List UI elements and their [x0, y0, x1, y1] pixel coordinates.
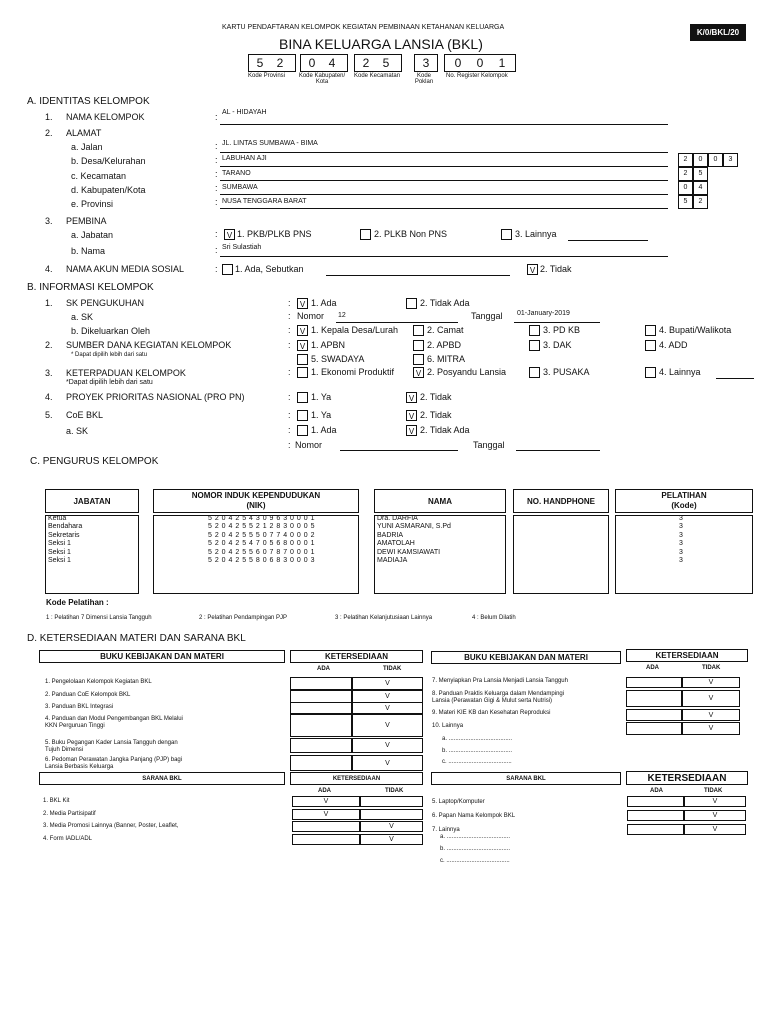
ket-header-right: KETERSEDIAAN [626, 649, 748, 662]
desa-code-digit: 0 [708, 153, 723, 167]
dana-add-label: 4. ADD [659, 340, 688, 350]
ket-header-left: KETERSEDIAAN [290, 650, 423, 663]
reg-digit: 4 [328, 56, 336, 70]
row-pelatihan: 3 [679, 557, 683, 564]
buku-tidak-cell[interactable] [682, 690, 740, 707]
buku-header-left: BUKU KEBIJAKAN DAN MATERI [39, 650, 285, 663]
sarana-tidak-mark: V [389, 835, 394, 843]
reg-digit: 2 [362, 56, 370, 70]
dana-add-checkbox[interactable] [645, 340, 656, 351]
sarana-sub-a: a. ...................................... [440, 834, 511, 840]
buku-tidak-cell[interactable] [352, 677, 423, 690]
kode-pelatihan-3: 3 : Pelatihan Kelanjutusiaan Lainnya [335, 615, 433, 621]
jabatan-non-pns-label: 2. PLKB Non PNS [374, 229, 448, 239]
dikeluarkan-label: b. Dikeluarkan Oleh [71, 326, 151, 336]
form-code-badge: K/0/BKL/20 [690, 24, 746, 41]
item-number: 3. [45, 368, 53, 378]
sarana-item-label: 3. Media Promosi Lainnya (Banner, Poster, Leaflet, [43, 823, 179, 829]
buku-item-label: 1. Pengelolaan Kelompok Kegiatan BKL [45, 679, 152, 685]
jabatan-lainnya-line [568, 240, 648, 241]
colon: : [215, 264, 218, 274]
row-pelatihan: 3 [679, 540, 683, 548]
reg-digit: 1 [498, 56, 506, 70]
sarana-tidak-cell[interactable] [360, 796, 423, 807]
buku-ada-cell[interactable] [626, 722, 682, 735]
row-nama: DEWI KAMSIAWATI [377, 548, 441, 556]
buku-tidak-cell[interactable] [682, 677, 740, 688]
kab-code-digit: 4 [693, 181, 708, 195]
kel-camat-checkbox[interactable] [413, 325, 424, 336]
ter-ekonomi-label: 1. Ekonomi Produktif [311, 367, 395, 377]
buku-tidak-mark: V [385, 680, 390, 687]
buku-item-label: 6. Pedoman Perawatan Jangka Panjang (PJP) bagi Lansia Berbasis Keluarga [45, 757, 183, 770]
buku-ada-cell[interactable] [290, 738, 352, 753]
section-d-title: D. KETERSEDIAAN MATERI DAN SARANA BKL [27, 633, 246, 644]
prov-code-digit: 5 [678, 195, 693, 209]
col-header-pelatihan: PELATIHAN (Kode) [615, 489, 753, 513]
kel-kades-checkbox[interactable]: V [297, 325, 308, 336]
sarana-header-right: SARANA BKL [431, 772, 621, 785]
sarana-item-label: 7. Lainnya [432, 827, 460, 833]
medsos-ada-label: 1. Ada, Sebutkan [235, 264, 304, 274]
nama-kelompok-value[interactable]: AL - HIDAYAH [222, 109, 267, 116]
item-number: 2. [45, 128, 53, 138]
item-number: 3. [45, 216, 53, 226]
jabatan-label: a. Jabatan [71, 230, 114, 240]
kabupaten-value[interactable]: SUMBAWA [222, 184, 258, 191]
sarana-tidak-cell[interactable] [684, 810, 746, 821]
buku-item-label: 3. Panduan BKL Integrasi [45, 704, 114, 710]
sarana-header-left: SARANA BKL [39, 772, 285, 785]
coe-nomor-line [340, 450, 458, 451]
medsos-label: NAMA AKUN MEDIA SOSIAL [66, 264, 185, 274]
sk-nomor-line [336, 322, 458, 323]
pro-ya-label: 1. Ya [311, 392, 332, 402]
coe-tidak-label: 2. Tidak [420, 410, 452, 420]
reg-digit: 5 [256, 56, 264, 70]
sarana-ada-cell[interactable] [627, 810, 684, 821]
colon: : [215, 197, 218, 207]
buku-tidak-mark: V [385, 742, 390, 749]
coe-sk-tidak-label: 2. Tidak Ada [420, 425, 470, 435]
row-nama: AMATOLAH [377, 540, 415, 548]
ter-lainnya-line [716, 378, 754, 379]
section-b-title: B. INFORMASI KELOMPOK [27, 282, 154, 293]
col-body-hp [513, 515, 609, 594]
form-subtitle: KARTU PENDAFTARAN KELOMPOK KEGIATAN PEMBINAAN KETAHANAN KELUARGA [222, 24, 505, 31]
terpadu-label: KETERPADUAN KELOMPOK [66, 368, 186, 378]
buku-tidak-mark: V [385, 704, 390, 712]
kec-code-digit: 2 [678, 167, 693, 181]
desa-code-digit: 0 [693, 153, 708, 167]
prov-code-digit: 2 [693, 195, 708, 209]
row-nik: 5 2 0 4 2 5 4 3 0 9 6 3 0 0 0 1 [208, 515, 315, 522]
nama-pembina-label: b. Nama [71, 246, 106, 256]
colon: : [215, 169, 218, 179]
ter-ekonomi-checkbox[interactable] [297, 367, 308, 378]
colon: : [288, 440, 291, 450]
kecamatan-value[interactable]: TARANO [222, 170, 251, 177]
buku-item-label: 9. Materi KIE KB dan Kesehatan Reproduksi [432, 710, 551, 716]
row-nik: 5 2 0 4 2 5 5 2 1 2 8 3 0 0 0 5 [208, 523, 315, 531]
colon: : [215, 245, 218, 255]
buku-tidak-mark: V [708, 695, 714, 702]
desa-label: b. Desa/Kelurahan [71, 156, 146, 166]
dana-swadaya-label: 5. SWADAYA [311, 354, 365, 364]
lainnya-sub-b: b. ...................................... [442, 748, 513, 754]
buku-tidak-mark: V [385, 693, 390, 700]
row-nik: 5 2 0 4 2 5 5 5 0 7 7 4 0 0 0 2 [208, 531, 315, 539]
section-c-title: C. PENGURUS KELOMPOK [30, 456, 159, 467]
item-number: 4. [45, 392, 53, 402]
coe-tidak-checkbox[interactable]: V [406, 410, 417, 421]
reg-digit: 5 [382, 56, 390, 70]
dana-apbd-label: 2. APBD [427, 340, 462, 350]
ada-label: ADA [646, 665, 659, 671]
sk-tidak-label: 2. Tidak Ada [420, 298, 470, 308]
jabatan-pns-label: 1. PKB/PLKB PNS [237, 229, 312, 239]
buku-item-label: 2. Panduan CoE Kelompok BKL [45, 692, 131, 698]
row-nama: MADIAJA [377, 557, 408, 564]
jalan-line [220, 152, 668, 153]
buku-ada-cell[interactable] [626, 690, 682, 707]
kec-code-digit: 5 [693, 167, 708, 181]
desa-code-digit: 3 [723, 153, 738, 167]
kode-pelatihan-1: 1 : Pelatihan 7 Dimensi Lansia Tangguh [46, 615, 152, 621]
buku-item-label: 10. Lainnya [432, 723, 464, 729]
coe-nomor-label: Nomor [295, 440, 323, 450]
colon: : [288, 392, 291, 402]
row-jabatan: Seksi 1 [48, 540, 71, 548]
buku-header-right: BUKU KEBIJAKAN DAN MATERI [431, 651, 621, 664]
reg-digit: 2 [276, 56, 284, 70]
kel-bupati-label: 4. Bupati/Walikota [659, 325, 732, 335]
kel-pdkb-label: 3. PD KB [543, 325, 581, 335]
sarana-tidak-cell[interactable] [360, 821, 423, 832]
dana-apbd-checkbox[interactable] [413, 340, 424, 351]
sarana-ada-cell[interactable] [292, 821, 360, 832]
medsos-line [326, 275, 510, 276]
colon: : [288, 340, 291, 350]
col-header-jabatan: JABATAN [45, 489, 139, 513]
buku-ada-cell[interactable] [290, 714, 352, 737]
kel-camat-label: 2. Camat [427, 325, 464, 335]
kel-bupati-checkbox[interactable] [645, 325, 656, 336]
sk-nomor-value[interactable]: 12 [338, 312, 346, 319]
reg-digit: 0 [454, 56, 462, 70]
buku-tidak-mark: V [385, 722, 390, 729]
sarana-tidak-mark: V [712, 798, 718, 805]
sarana-tidak-cell[interactable] [360, 809, 423, 820]
sarana-tidak-mark: V [389, 823, 394, 830]
sarana-ada-cell[interactable] [627, 796, 684, 807]
buku-tidak-cell[interactable] [352, 714, 423, 737]
coe-tanggal-line [516, 450, 600, 451]
colon: : [288, 325, 291, 335]
sarana-ada-cell[interactable] [292, 796, 360, 807]
ada-label: ADA [317, 666, 330, 672]
col-header-nama: NAMA [374, 489, 506, 513]
form-title: BINA KELUARGA LANSIA (BKL) [279, 36, 483, 52]
colon: : [215, 112, 218, 122]
sarana-sub-b: b. ...................................... [440, 846, 511, 852]
sk-a-label: a. SK [71, 312, 94, 322]
pembina-label: PEMBINA [66, 216, 107, 226]
colon: : [288, 410, 291, 420]
coe-sk-ada-checkbox[interactable] [297, 425, 308, 436]
sarana-tidak-cell[interactable] [684, 824, 746, 835]
reg-label-register: No. Register Kelompok [446, 73, 508, 79]
colon: : [288, 298, 291, 308]
buku-tidak-cell[interactable] [352, 755, 423, 771]
nama-kelompok-line [220, 124, 668, 125]
reg-label-kab: Kode Kabupaten/ Kota [298, 73, 346, 85]
kab-code-digit: 0 [678, 181, 693, 195]
terpadu-note: *Dapat dipilih lebih dari satu [66, 379, 153, 386]
buku-ada-cell[interactable] [290, 677, 352, 690]
coe-ya-checkbox[interactable] [297, 410, 308, 421]
ada-label: ADA [318, 788, 331, 794]
kecamatan-line [220, 180, 668, 181]
sarana-ada-cell[interactable] [292, 834, 360, 845]
col-body-pelatihan [615, 515, 753, 594]
jabatan-lainnya-checkbox[interactable] [501, 229, 512, 240]
tidak-label: TIDAK [704, 788, 723, 794]
nama-kelompok-label: NAMA KELOMPOK [66, 112, 145, 122]
row-jabatan: Bendahara [48, 523, 83, 531]
sarana-item-label: 4. Form IADL/ADL [43, 835, 93, 842]
item-number: 4. [45, 264, 53, 274]
colon: : [288, 311, 291, 321]
coe-sk-ada-label: 1. Ada [311, 425, 337, 435]
coe-sk-tidak-checkbox[interactable]: V [406, 425, 417, 436]
sk-tanggal-value[interactable]: 01-January-2019 [517, 310, 570, 317]
jabatan-non-pns-checkbox[interactable] [360, 229, 371, 240]
col-header-hp: NO. HANDPHONE [513, 489, 609, 513]
sk-ada-label: 1. Ada [311, 298, 337, 308]
pro-tidak-checkbox[interactable]: V [406, 392, 417, 403]
row-nama: BADRIA [377, 531, 404, 539]
sarana-item-label: 2. Media Partisipatif [43, 810, 96, 817]
buku-item-label: 4. Panduan dan Modul Pengembangan BKL Melalui KKN Perguruan Tinggi [45, 716, 183, 729]
colon: : [215, 155, 218, 165]
item-number: 1. [45, 298, 53, 308]
buku-item-label: 7. Menyiapkan Pra Lansia Menjadi Lansia Tangguh [432, 678, 568, 684]
pro-tidak-label: 2. Tidak [420, 392, 452, 402]
buku-tidak-mark: V [708, 711, 714, 719]
medsos-tidak-checkbox[interactable]: V [527, 264, 538, 275]
kel-pdkb-checkbox[interactable] [529, 325, 540, 336]
sarana-ket-header-right: KETERSEDIAAN [626, 771, 748, 785]
sarana-ada-mark: V [323, 798, 329, 805]
reg-digit: 0 [476, 56, 484, 70]
buku-ada-cell[interactable] [290, 702, 352, 714]
buku-tidak-cell[interactable] [352, 702, 423, 714]
buku-tidak-mark: V [385, 759, 390, 767]
colon: : [215, 229, 218, 239]
ter-pusaka-checkbox[interactable] [529, 367, 540, 378]
colon: : [288, 425, 291, 435]
medsos-tidak-label: 2. Tidak [540, 264, 572, 274]
row-jabatan: Ketua [48, 515, 67, 522]
sarana-tidak-mark: V [712, 826, 718, 833]
reg-digit: 3 [422, 56, 430, 70]
desa-code-digit: 2 [678, 153, 693, 167]
buku-tidak-cell[interactable] [352, 738, 423, 753]
row-nik: 5 2 0 4 2 5 4 7 0 5 6 8 0 0 0 1 [208, 540, 315, 548]
row-nik: 5 2 0 4 2 5 5 8 0 6 8 3 0 0 0 3 [208, 557, 315, 564]
jalan-value[interactable]: JL. LINTAS SUMBAWA - BIMA [222, 140, 318, 147]
jalan-label: a. Jalan [71, 142, 103, 152]
colon: : [215, 183, 218, 193]
desa-line [220, 166, 668, 167]
sk-tanggal-label: Tanggal [471, 311, 503, 321]
jabatan-pns-checkbox[interactable]: V [224, 229, 235, 240]
buku-ada-cell[interactable] [626, 677, 682, 688]
dana-mitra-checkbox[interactable] [413, 354, 424, 365]
sarana-item-label: 1. BKL Kit [43, 798, 70, 804]
sarana-sub-c: c. ...................................... [440, 858, 510, 864]
kode-pelatihan-4: 4 : Belum Dilatih [472, 615, 516, 621]
coe-ya-label: 1. Ya [311, 410, 332, 420]
colon: : [288, 367, 291, 377]
buku-tidak-cell[interactable] [682, 709, 740, 721]
sarana-tidak-cell[interactable] [360, 834, 423, 845]
item-number: 5. [45, 410, 53, 420]
ter-posyandu-checkbox[interactable]: V [413, 367, 424, 378]
sarana-ada-cell[interactable] [627, 824, 684, 835]
ter-lainnya-checkbox[interactable] [645, 367, 656, 378]
kabupaten-label: d. Kabupaten/Kota [71, 185, 146, 195]
row-pelatihan: 3 [679, 523, 683, 531]
tidak-label: TIDAK [383, 666, 402, 672]
kabupaten-line [220, 194, 668, 195]
row-jabatan: Seksi 1 [48, 557, 71, 564]
buku-tidak-mark: V [708, 725, 714, 732]
sk-label: SK PENGUKUHAN [66, 298, 145, 308]
sk-tidak-checkbox[interactable] [406, 298, 417, 309]
buku-item-label: 5. Buku Pegangan Kader Lansia Tangguh dengan Tujuh Dimensi [45, 740, 178, 753]
alamat-label: ALAMAT [66, 128, 102, 138]
dana-apbn-checkbox[interactable]: V [297, 340, 308, 351]
dana-dak-label: 3. DAK [543, 340, 572, 350]
kel-kades-label: 1. Kepala Desa/Lurah [311, 325, 399, 335]
colon: : [215, 141, 218, 151]
ter-pusaka-label: 3. PUSAKA [543, 367, 590, 377]
dana-label: SUMBER DANA KEGIATAN KELOMPOK [66, 340, 232, 350]
tidak-label: TIDAK [385, 788, 404, 794]
item-number: 1. [45, 112, 53, 122]
sk-tanggal-line [514, 322, 600, 323]
sk-ada-checkbox[interactable]: V [297, 298, 308, 309]
coe-sk-label: a. SK [66, 426, 89, 436]
buku-item-label: 8. Panduan Praktis Keluarga dalam Mendampingi Lansia (Perawatan Gigi & Mulut serta Nutrisi) [432, 691, 565, 704]
reg-digit: 0 [308, 56, 316, 70]
ada-label: ADA [650, 788, 663, 794]
pro-ya-checkbox[interactable] [297, 392, 308, 403]
reg-label-kec: Kode Kecamatan [354, 73, 401, 79]
sarana-tidak-mark: V [712, 812, 718, 819]
buku-tidak-cell[interactable] [682, 722, 740, 735]
row-nik: 5 2 0 4 2 5 5 6 0 7 8 7 0 0 0 1 [208, 548, 315, 556]
sarana-ada-mark: V [323, 810, 329, 818]
sarana-item-label: 5. Laptop/Komputer [432, 799, 485, 805]
coe-label: CoE BKL [66, 410, 104, 420]
section-a-title: A. IDENTITAS KELOMPOK [27, 96, 150, 107]
tidak-label: TIDAK [702, 665, 721, 671]
sarana-ada-cell[interactable] [292, 809, 360, 820]
dana-mitra-label: 6. MITRA [427, 354, 466, 364]
medsos-ada-checkbox[interactable] [222, 264, 233, 275]
lainnya-sub-a: a. ...................................... [442, 736, 513, 742]
col-header-nik: NOMOR INDUK KEPENDUDUKAN (NIK) [153, 489, 359, 513]
dana-swadaya-checkbox[interactable] [297, 354, 308, 365]
kode-pelatihan-title: Kode Pelatihan : [46, 598, 109, 607]
row-nama: Dra. DARFIA [377, 515, 418, 522]
dana-dak-checkbox[interactable] [529, 340, 540, 351]
nama-pembina-value[interactable]: Sri Sulastiah [222, 244, 262, 251]
row-jabatan: Sekretaris [48, 531, 80, 539]
ter-lainnya-label: 4. Lainnya [659, 367, 701, 377]
reg-label-poklan: Kode Poklan [414, 73, 434, 85]
row-nama: YUNI ASMARANI, S.Pd [377, 523, 451, 531]
dana-note: * Dapat dipilih lebih dari satu [71, 352, 148, 358]
row-pelatihan: 3 [679, 548, 683, 556]
provinsi-value[interactable]: NUSA TENGGARA BARAT [222, 198, 307, 205]
provinsi-label: e. Provinsi [71, 199, 114, 209]
kecamatan-label: c. Kecamatan [71, 171, 127, 181]
buku-tidak-mark: V [708, 679, 714, 686]
buku-ada-cell[interactable] [290, 755, 352, 771]
dana-apbn-label: 1. APBN [311, 340, 346, 350]
desa-value[interactable]: LABUHAN AJI [222, 155, 267, 162]
kode-pelatihan-2: 2 : Pelatihan Pendampingan PJP [199, 615, 288, 621]
item-number: 2. [45, 340, 53, 350]
row-pelatihan: 3 [679, 515, 683, 522]
ter-posyandu-label: 2. Posyandu Lansia [427, 367, 507, 377]
sk-nomor-label: Nomor [297, 311, 325, 321]
sarana-tidak-cell[interactable] [684, 796, 746, 807]
provinsi-line [220, 208, 668, 209]
sarana-ket-header-left: KETERSEDIAAN [290, 772, 423, 785]
lainnya-sub-c: c. ...................................... [442, 759, 512, 765]
row-pelatihan: 3 [679, 531, 683, 539]
nama-pembina-line [220, 256, 668, 257]
sarana-item-label: 6. Papan Nama Kelompok BKL [432, 813, 516, 819]
reg-label-prov: Kode Provinsi [248, 73, 286, 79]
row-jabatan: Seksi 1 [48, 548, 71, 556]
buku-ada-cell[interactable] [626, 709, 682, 721]
pro-pn-label: PROYEK PRIORITAS NASIONAL (PRO PN) [66, 392, 245, 402]
jabatan-lainnya-label: 3. Lainnya [515, 229, 557, 239]
coe-tanggal-label: Tanggal [473, 440, 505, 450]
